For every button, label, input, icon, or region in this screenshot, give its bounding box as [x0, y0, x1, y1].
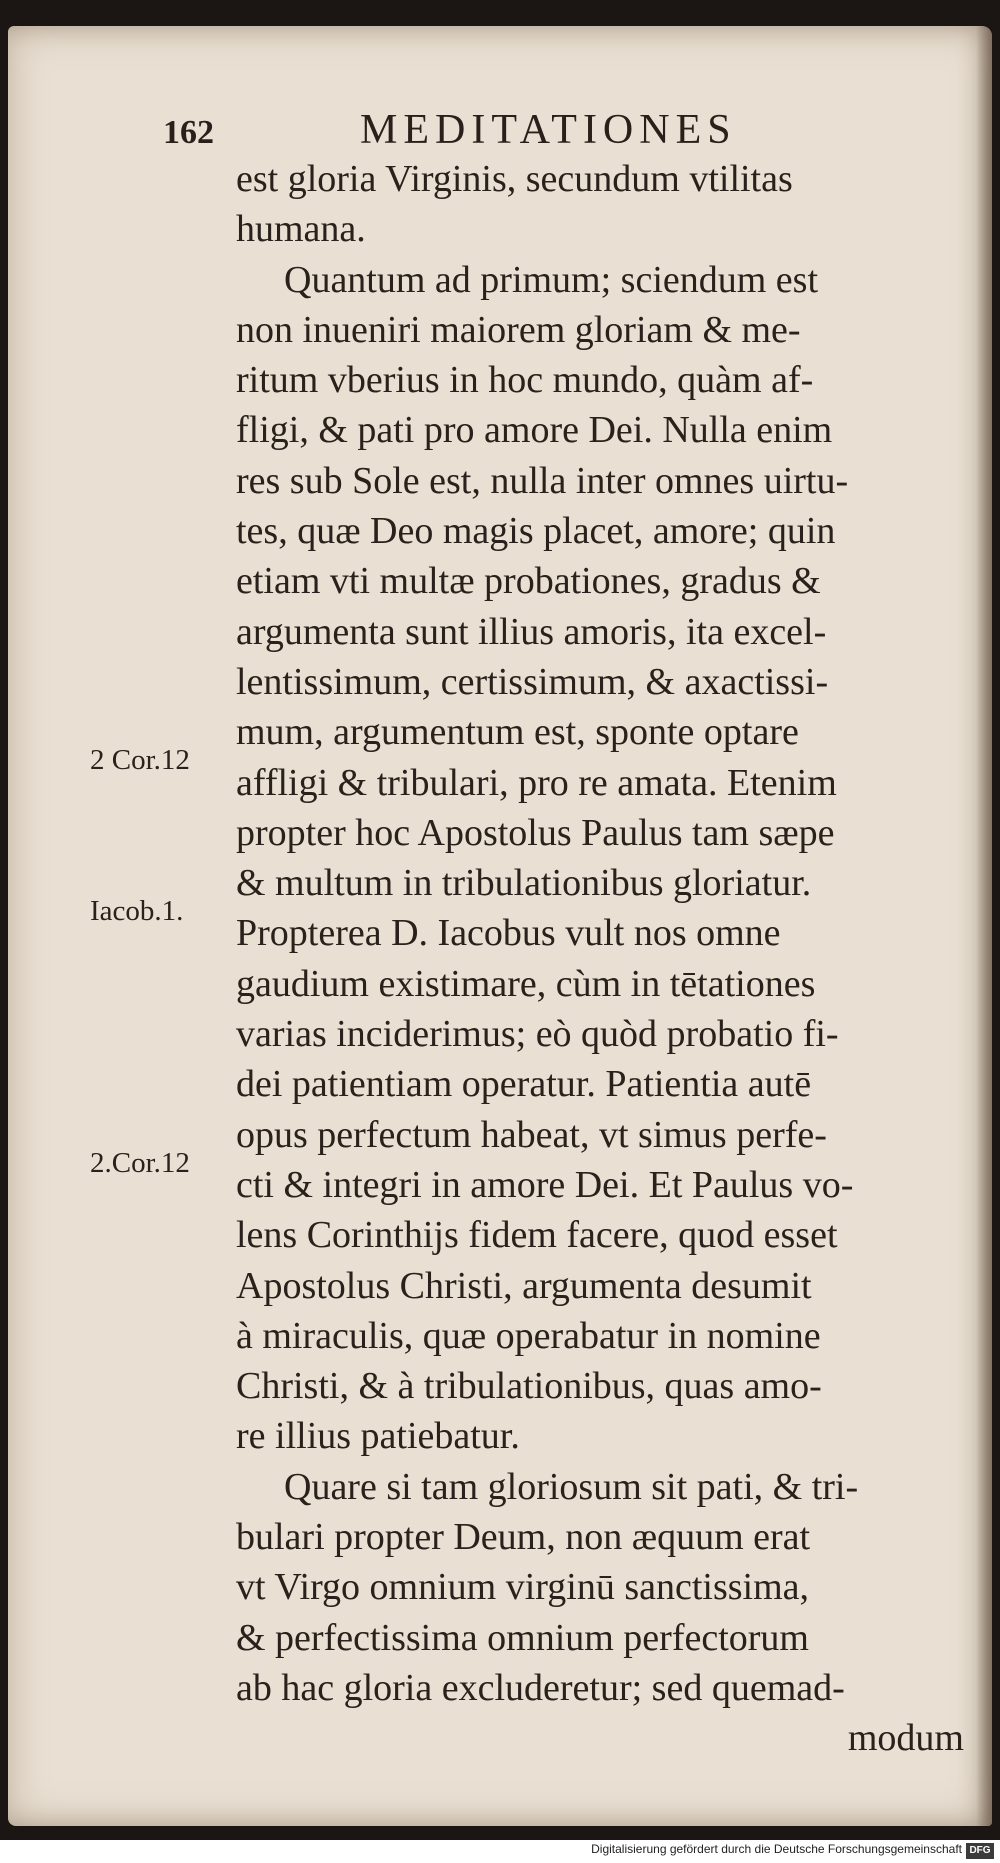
footer-bar [0, 1840, 1000, 1863]
text-line: ritum vberius in hoc mundo, quàm af- [236, 359, 814, 402]
text-line: opus perfectum habeat, vt simus perfe- [236, 1113, 827, 1156]
text-line: Apostolus Christi, argumenta desumit [236, 1264, 812, 1307]
text-line: à miraculis, quæ operabatur in nomine [236, 1314, 821, 1357]
text-line: re illius patiebatur. [236, 1415, 520, 1458]
page-edge-shadow [976, 26, 992, 1826]
text-line: Quare si tam gloriosum sit pati, & tri- [284, 1465, 859, 1508]
body-text [236, 154, 976, 1764]
page-title: MEDITATIONES [360, 107, 737, 153]
text-line: etiam vti multæ probationes, gradus & [236, 560, 821, 603]
text-line: Quantum ad primum; sciendum est [284, 258, 819, 301]
dfg-logo: DFG [966, 1843, 994, 1859]
page-number: 162 [163, 114, 214, 151]
text-line: bulari propter Deum, non æquum erat [236, 1516, 811, 1559]
catchword: modum [847, 1717, 964, 1760]
text-line: est gloria Virginis, secundum vtilitas [236, 158, 793, 200]
margin-note: 2 Cor.12 [90, 744, 190, 776]
text-line: Propterea D. Iacobus vult nos omne [236, 912, 781, 955]
text-line: tes, quæ Deo magis placet, amore; quin [236, 510, 836, 553]
text-line: argumenta sunt illius amoris, ita excel- [236, 610, 827, 653]
text-line: affligi & tribulari, pro re amata. Etenim [236, 761, 837, 804]
margin-note: 2.Cor.12 [90, 1147, 190, 1179]
text-line: non inueniri maiorem gloriam & me- [236, 308, 801, 351]
text-line: cti & integri in amore Dei. Et Paulus vo- [236, 1163, 854, 1206]
text-line: res sub Sole est, nulla inter omnes uirtu- [236, 459, 849, 502]
text-line: ab hac gloria excluderetur; sed quemad- [236, 1666, 845, 1709]
text-line: lentissimum, certissimum, & axactissi- [236, 660, 829, 703]
text-line: varias inciderimus; eò quòd probatio fi- [236, 1013, 839, 1056]
text-line: propter hoc Apostolus Paulus tam sæpe [236, 811, 835, 854]
margin-note: Iacob.1. [90, 895, 184, 927]
text-line: lens Corinthijs fidem facere, quod esset [236, 1214, 838, 1257]
running-head [8, 86, 992, 156]
text-line: dei patientiam operatur. Patientia autē [236, 1063, 812, 1106]
text-line: fligi, & pati pro amore Dei. Nulla enim [236, 409, 833, 452]
text-line: mum, argumentum est, sponte optare [236, 711, 799, 754]
text-line: & multum in tribulationibus gloriatur. [236, 862, 812, 905]
text-line: & perfectissima omnium perfectorum [236, 1616, 809, 1659]
text-line: gaudium existimare, cùm in tētationes [236, 962, 816, 1005]
text-line: Christi, & à tribulationibus, quas amo- [236, 1365, 822, 1408]
text-line: vt Virgo omnium virginū sanctissima, [236, 1566, 810, 1609]
footer-credit: Digitalisierung gefördert durch die Deutsche Forschungsgemeinschaft [591, 1842, 962, 1856]
book-page [8, 26, 992, 1826]
text-line: humana. [236, 208, 366, 251]
